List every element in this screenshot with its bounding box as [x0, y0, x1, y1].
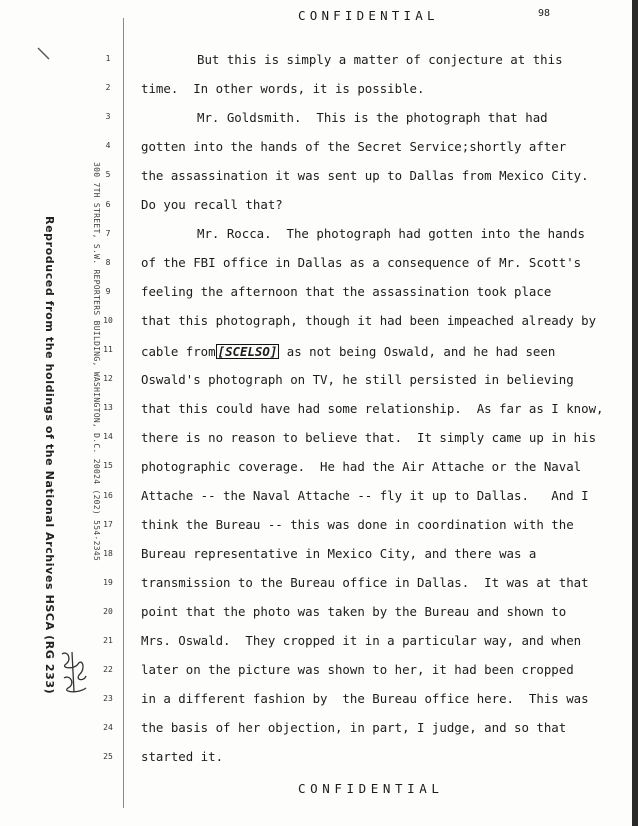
transcript-line [141, 750, 223, 764]
line-number: 1 [105, 54, 111, 63]
line-number: 19 [103, 577, 113, 587]
reporter-address-note: 300 7TH STREET, S.W. REPORTERS BUILDING, WASHINGTON, D.C. 20024 (202) 554-2345 [92, 162, 101, 562]
transcript-text: But this is simply a matter of conjecture at this [197, 52, 563, 67]
transcript-text: Do you recall that? [141, 197, 283, 213]
transcript-line [141, 663, 574, 677]
transcript-line [141, 256, 581, 270]
line-number: 2 [105, 83, 111, 93]
transcript-text: Attache -- the Naval Attache -- fly it up to Dallas. And I [141, 487, 589, 503]
transcript-text: the basis of her objection, in part, I judge, and so that [141, 720, 567, 736]
transcript-text: in a different fashion by the Bureau office here. This was [141, 691, 589, 707]
transcript-line [141, 344, 555, 359]
transcript-line [141, 198, 283, 212]
transcript-line [141, 82, 424, 96]
scan-edge-shadow [632, 0, 638, 826]
transcript-line [141, 489, 589, 503]
line-number: 10 [103, 315, 113, 325]
page-number: 98 [538, 8, 551, 19]
line-number: 21 [103, 636, 113, 645]
line-number: 15 [103, 461, 113, 471]
line-number: 18 [103, 548, 113, 558]
transcript-text: of the FBI office in Dallas as a consequence of Mr. Scott's [141, 255, 582, 271]
transcript-line [197, 227, 585, 241]
transcript-text: that this could have had some relationship. As far as I know, [141, 400, 604, 416]
line-number: 22 [103, 665, 113, 675]
line-number: 14 [103, 432, 113, 442]
transcript-text: that this photograph, though it had been impeached already by [141, 313, 597, 329]
transcript-line [197, 111, 548, 125]
line-number: 16 [103, 490, 113, 500]
transcript-text: the assassination it was sent up to Dallas from Mexico City. [141, 168, 589, 184]
transcript-text: photographic coverage. He had the Air Attache or the Naval [141, 458, 582, 474]
line-number: 4 [105, 141, 111, 151]
transcript-text: later on the picture was shown to her, it had been cropped [141, 662, 574, 678]
archive-provenance-note: Reproduced from the holdings of the National Archives HSCA (RG 233) [43, 216, 56, 695]
transcript-text: think the Bureau -- this was done in coordination with the [141, 516, 574, 532]
transcript-line [141, 634, 581, 648]
line-number: 20 [103, 606, 113, 616]
line-number: 24 [103, 723, 113, 733]
transcript-line [141, 402, 604, 416]
transcript-line [141, 460, 581, 474]
line-number: 23 [103, 694, 113, 704]
line-number: 11 [103, 345, 113, 354]
transcript-text: transmission to the Bureau office in Dallas. It was at that [141, 574, 589, 590]
transcript-line [141, 314, 596, 328]
transcript-line [197, 53, 563, 67]
line-number: 25 [103, 752, 113, 762]
line-number: 3 [105, 112, 111, 122]
transcript-line [141, 576, 589, 590]
transcript-text: feeling the afternoon that the assassination took place [141, 284, 552, 300]
transcript-text: cable from [141, 343, 216, 359]
transcript-text: Mrs. Oswald. They cropped it in a particular way, and when [141, 633, 582, 648]
line-number: 7 [105, 228, 111, 238]
line-number: 17 [103, 519, 113, 529]
transcript-text: gotten into the hands of the Secret Service;shortly after [141, 139, 567, 155]
transcript-text: started it. [141, 749, 224, 765]
transcript-text: Bureau representative in Mexico City, and there was a [141, 545, 537, 561]
scan-mark [36, 46, 52, 62]
handwritten-name-insert: [SCELSO] [217, 343, 278, 359]
transcript-line [141, 605, 566, 619]
line-number: 5 [105, 170, 111, 180]
line-number: 9 [105, 286, 111, 296]
handwritten-initials-mark [58, 648, 92, 698]
line-number: 12 [103, 374, 113, 384]
line-number: 6 [105, 199, 111, 209]
transcript-text: as not being Oswald, and he had seen [279, 343, 556, 359]
transcript-line [141, 140, 566, 154]
transcript-line [141, 721, 566, 735]
line-number: 8 [105, 257, 111, 267]
transcript-text: point that the photo was taken by the Bureau and shown to [141, 603, 567, 619]
transcript-text: Mr. Goldsmith. This is the photograph that had [197, 110, 548, 126]
transcript-line [141, 373, 574, 387]
transcript-text: there is no reason to believe that. It simply came up in his [141, 429, 597, 445]
footer-confidential-stamp: CONFIDENTIAL [298, 781, 444, 796]
header-confidential-stamp: CONFIDENTIAL [298, 8, 439, 23]
transcript-line [141, 169, 589, 183]
line-number: 13 [103, 403, 113, 413]
transcript-line [141, 547, 536, 561]
transcript-line [141, 431, 596, 445]
transcript-text: Mr. Rocca. The photograph had gotten into the hands [197, 226, 585, 242]
transcript-line [141, 518, 574, 532]
transcript-text: time. In other words, it is possible. [141, 81, 425, 97]
transcript-line [141, 692, 589, 706]
transcript-text: Oswald's photograph on TV, he still persisted in believing [141, 371, 574, 387]
transcript-line [141, 285, 551, 299]
left-margin-rule [123, 18, 124, 808]
